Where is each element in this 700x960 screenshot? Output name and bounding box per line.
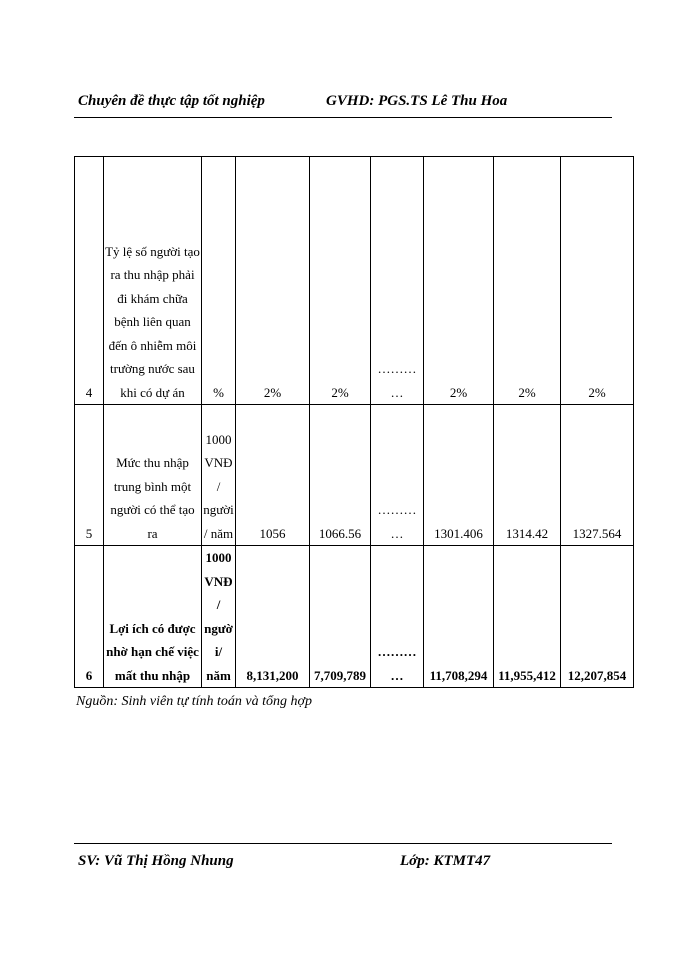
- row-value: 12,207,854: [561, 546, 634, 688]
- row-unit: 1000 VNĐ/ người/ năm: [202, 546, 236, 688]
- row-value: 2%: [494, 157, 561, 405]
- row-number: 4: [75, 157, 104, 405]
- row-value: 11,955,412: [494, 546, 561, 688]
- row-unit: %: [202, 157, 236, 405]
- row-unit: 1000 VNĐ/ người/ năm: [202, 405, 236, 546]
- table-row: [75, 157, 634, 405]
- row-value: 2%: [236, 157, 310, 405]
- row-value: 2%: [310, 157, 371, 405]
- row-value: …………: [371, 546, 424, 688]
- row-value: 2%: [561, 157, 634, 405]
- header-advisor: GVHD: PGS.TS Lê Thu Hoa: [326, 93, 508, 109]
- row-value: 1314.42: [494, 405, 561, 546]
- row-description: Tỷ lệ số người tạo ra thu nhập phải đi khám chữa bệnh liên quan đến ô nhiễm môi trường nước sau khi có dự án: [104, 157, 202, 405]
- row-value: 1301.406: [424, 405, 494, 546]
- row-value: …………: [371, 405, 424, 546]
- row-value: 8,131,200: [236, 546, 310, 688]
- row-number: 6: [75, 546, 104, 688]
- row-value: …………: [371, 157, 424, 405]
- row-value: 2%: [424, 157, 494, 405]
- row-value: 1056: [236, 405, 310, 546]
- row-description: Lợi ích có được nhờ hạn chế việc mất thu nhập: [104, 546, 202, 688]
- footer-student: SV: Vũ Thị Hồng Nhung: [78, 853, 234, 869]
- source-note: Nguồn: Sinh viên tự tính toán và tổng hợp: [76, 694, 312, 709]
- table-row: [75, 405, 634, 546]
- footer-rule: [74, 843, 612, 844]
- footer-class: Lớp: KTMT47: [400, 853, 491, 869]
- row-value: 11,708,294: [424, 546, 494, 688]
- header-title: Chuyên đề thực tập tốt nghiệp: [78, 93, 265, 109]
- row-value: 1327.564: [561, 405, 634, 546]
- row-value: 7,709,789: [310, 546, 371, 688]
- header-rule: [74, 117, 612, 118]
- table-row: [75, 546, 634, 688]
- data-table: [74, 156, 634, 688]
- row-description: Mức thu nhập trung bình một người có thể tạo ra: [104, 405, 202, 546]
- row-value: 1066.56: [310, 405, 371, 546]
- row-number: 5: [75, 405, 104, 546]
